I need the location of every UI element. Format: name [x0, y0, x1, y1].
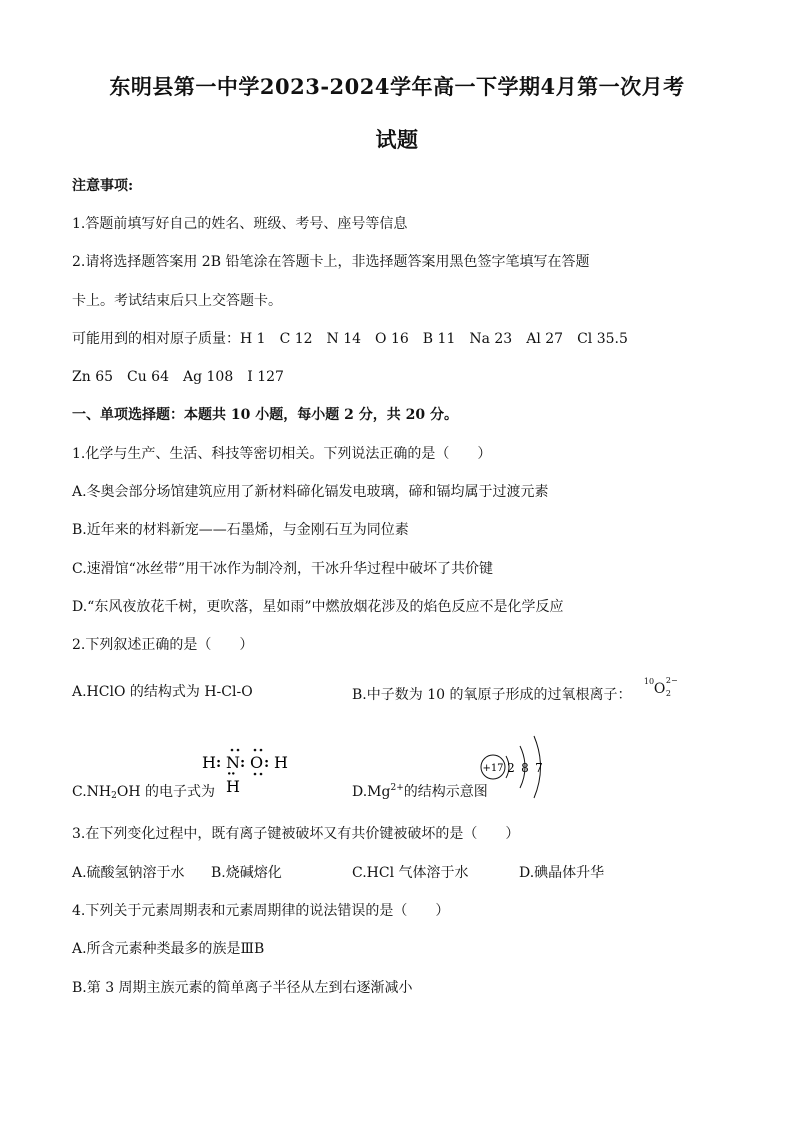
q2-d-prefix: D.Mg: [352, 784, 391, 800]
q2-option-c: [72, 781, 215, 801]
peroxide-subscript: 2: [665, 689, 671, 698]
q2-stem: 2.下列叙述正确的是（ ）: [72, 637, 254, 653]
peroxide-charge: 2−: [665, 676, 678, 685]
notice-item-1: 1.答题前填写好自己的姓名、班级、考号、座号等信息: [72, 216, 408, 232]
shell-electrons-3: 7: [535, 761, 543, 775]
q2-option-b: [352, 676, 684, 704]
q2-c-suffix: OH 的电子式为: [116, 784, 215, 800]
q2-option-a: A.HClO 的结构式为 H-Cl-O: [72, 684, 253, 700]
q1-option-d: D.“东风夜放花千树，更吹落，星如雨”中燃放烟花涉及的焰色反应不是化学反应: [72, 599, 564, 615]
q2-option-d: [352, 781, 488, 801]
peroxide-mass-number: 10: [643, 677, 655, 686]
peroxide-symbol: O: [653, 681, 666, 697]
exam-title-line2: 试题: [375, 127, 419, 152]
notice-heading: 注意事项:: [72, 178, 134, 194]
electron-pair-2: :: [240, 755, 246, 771]
q2-option-b-text: B.中子数为 10 的氧原子形成的过氧根离子：: [352, 687, 632, 703]
atomic-mass-line-1: 可能用到的相对原子质量：H 1 C 12 N 14 O 16 B 11 Na 23 Al 27 Cl 35.5: [72, 331, 628, 347]
peroxide-formula: [643, 676, 684, 699]
nucleus-charge: +17: [482, 763, 504, 774]
q4-stem: 4.下列关于元素周期表和元素周期律的说法错误的是（ ）: [72, 903, 450, 919]
electron-pair-1: :: [216, 755, 222, 771]
q3-option-a: A.硫酸氢钠溶于水: [72, 865, 185, 881]
electron-h1: H: [202, 753, 216, 772]
electron-h2: H: [274, 753, 288, 772]
notice-item-2-cont: 卡上。考试结束后只上交答题卡。: [72, 293, 282, 309]
electron-o: O: [250, 753, 264, 772]
q2-d-superscript: 2+: [390, 783, 404, 793]
electron-pair-3: :: [264, 755, 270, 771]
q2-d-suffix: 的结构示意图: [403, 784, 488, 800]
q3-option-c: C.HCl 气体溶于水: [352, 865, 469, 881]
exam-title-line1: 东明县第一中学2023-2024学年高一下学期4月第一次月考: [109, 74, 685, 99]
shell-electrons-1: 2: [507, 761, 515, 775]
q1-option-a: A.冬奥会部分场馆建筑应用了新材料碲化镉发电玻璃，碲和镉均属于过渡元素: [72, 484, 549, 500]
electron-n: N: [226, 753, 240, 772]
q1-stem: 1.化学与生产、生活、科技等密切相关。下列说法正确的是（ ）: [72, 446, 492, 462]
notice-item-2: 2.请将选择题答案用 2B 铅笔涂在答题卡上，非选择题答案用黑色签字笔填写在答题: [72, 254, 590, 270]
electron-pair-4: :: [224, 771, 239, 776]
q1-option-c: C.速滑馆“冰丝带”用干冰作为制冷剂，干冰升华过程中破坏了共价键: [72, 561, 493, 577]
q3-stem: 3.在下列变化过程中，既有离子键被破坏又有共价键被破坏的是（ ）: [72, 826, 520, 842]
atom-structure-diagram: [476, 732, 556, 800]
atomic-mass-line-2: Zn 65 Cu 64 Ag 108 I 127: [72, 369, 284, 385]
electron-h3: H: [226, 777, 240, 796]
q2-c-prefix: C.NH: [72, 784, 112, 800]
q4-option-a: A.所含元素种类最多的族是ⅢB: [72, 941, 265, 957]
shell-electrons-2: 8: [521, 761, 529, 775]
q4-option-b: B.第 3 周期主族元素的简单离子半径从左到右逐渐减小: [72, 980, 413, 996]
q3-option-b: B.烧碱熔化: [211, 865, 282, 881]
q1-option-b: B.近年来的材料新宠——石墨烯，与金刚石互为同位素: [72, 522, 409, 538]
section-heading: 一、单项选择题：本题共 10 小题，每小题 2 分，共 20 分。: [72, 407, 458, 423]
q2-c-subscript: 2: [111, 791, 117, 801]
q3-option-d: D.碘晶体升华: [519, 865, 605, 881]
